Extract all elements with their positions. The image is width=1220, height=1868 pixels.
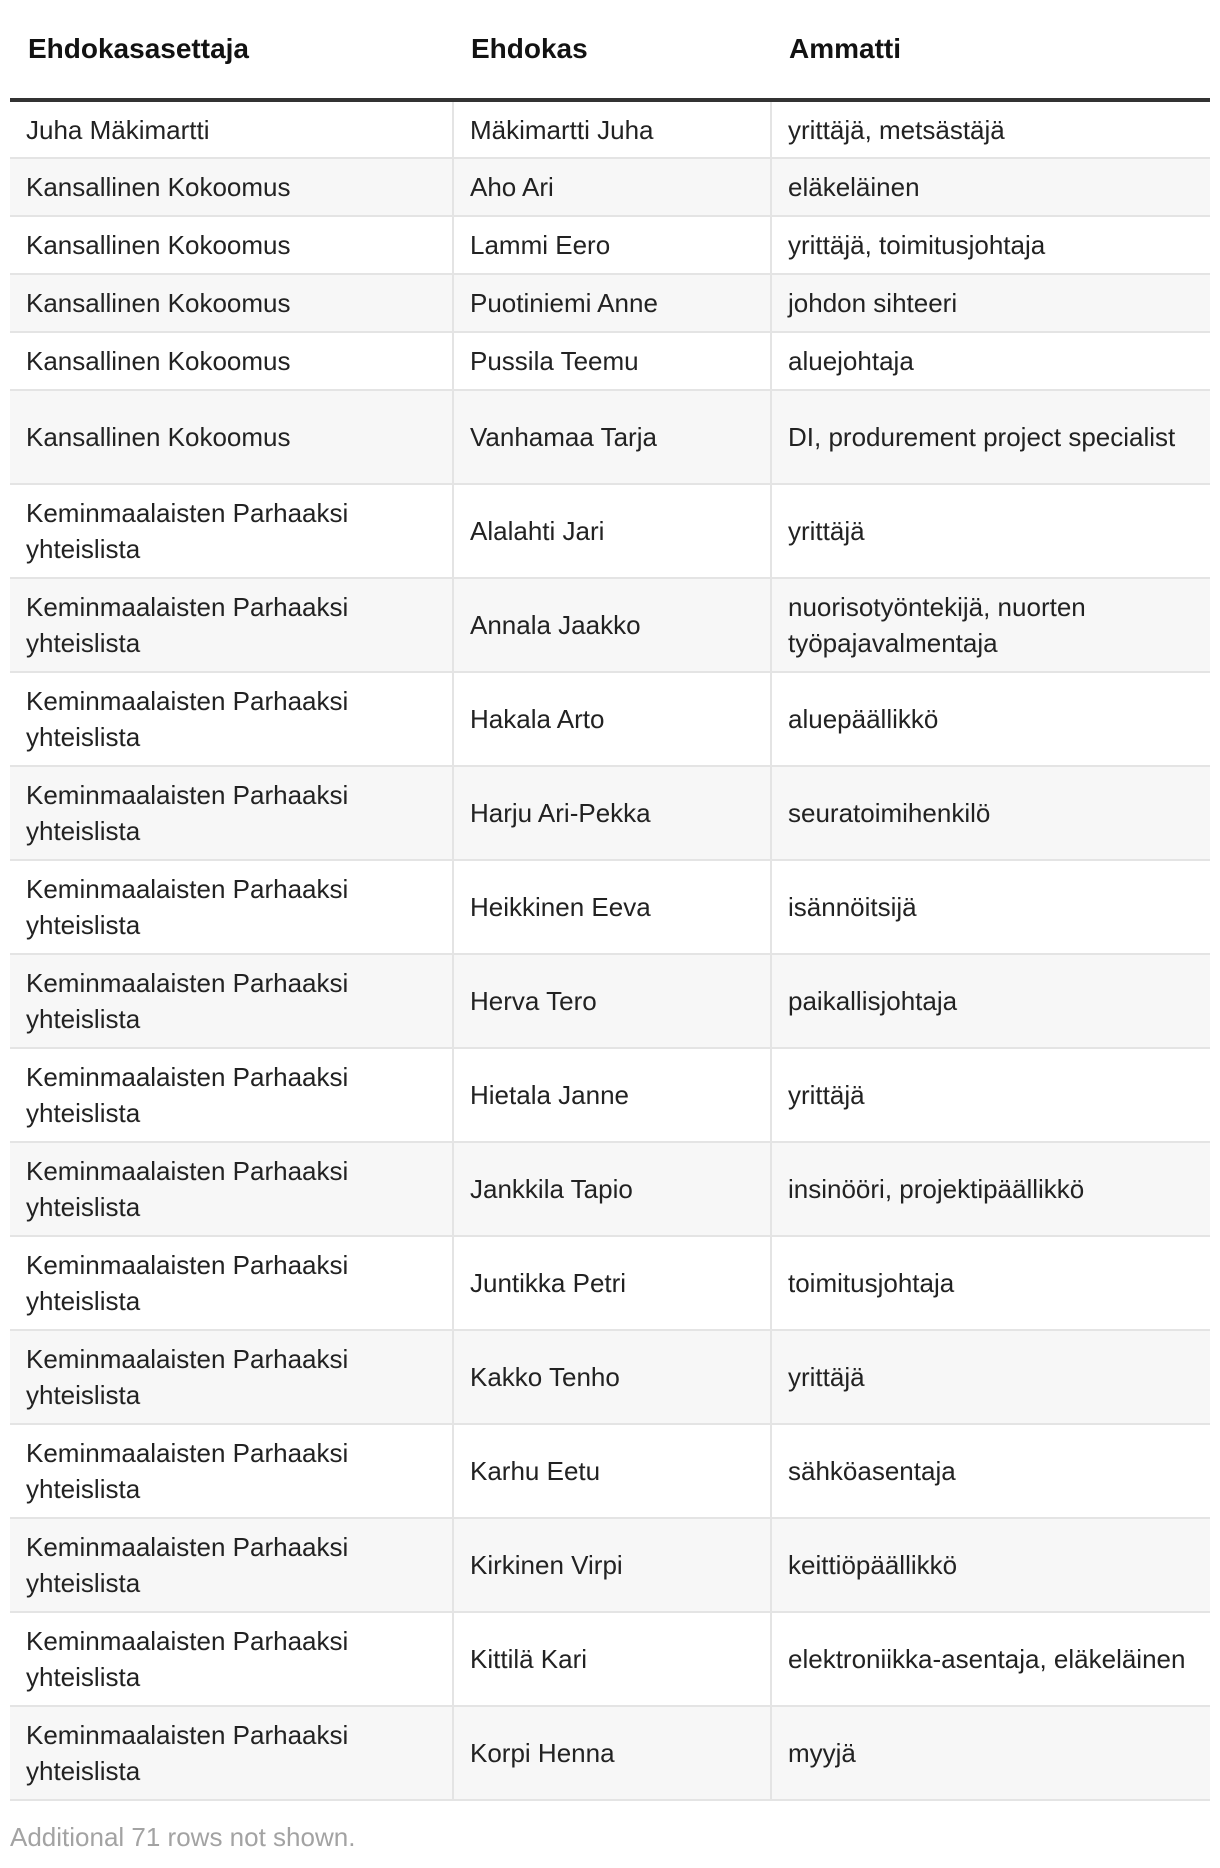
table-row <box>10 484 1210 578</box>
cell-ehdokasasettaja: Kansallinen Kokoomus <box>10 274 453 332</box>
cell-ehdokasasettaja: Kansallinen Kokoomus <box>10 216 453 274</box>
cell-ammatti: insinööri, projektipäällikkö <box>771 1142 1210 1236</box>
table-row <box>10 860 1210 954</box>
cell-ehdokas: Kirkinen Virpi <box>453 1518 771 1612</box>
cell-ehdokas: Puotiniemi Anne <box>453 274 771 332</box>
cell-ehdokasasettaja: Juha Mäkimartti <box>10 100 453 158</box>
column-header-ammatti[interactable]: Ammatti <box>771 0 1210 100</box>
cell-ammatti: DI, produrement project specialist <box>771 390 1210 484</box>
table-row <box>10 578 1210 672</box>
table-row <box>10 1706 1210 1800</box>
cell-ehdokas: Aho Ari <box>453 158 771 216</box>
cell-ehdokasasettaja: Keminmaalaisten Parhaaksi yhteislista <box>10 672 453 766</box>
cell-ehdokasasettaja: Keminmaalaisten Parhaaksi yhteislista <box>10 1142 453 1236</box>
cell-ammatti: nuorisotyöntekijä, nuorten työpajavalmentaja <box>771 578 1210 672</box>
cell-ehdokasasettaja: Kansallinen Kokoomus <box>10 332 453 390</box>
cell-ehdokasasettaja: Keminmaalaisten Parhaaksi yhteislista <box>10 954 453 1048</box>
table-row <box>10 1518 1210 1612</box>
table-row <box>10 158 1210 216</box>
cell-ehdokas: Mäkimartti Juha <box>453 100 771 158</box>
cell-ehdokas: Heikkinen Eeva <box>453 860 771 954</box>
cell-ammatti: yrittäjä <box>771 484 1210 578</box>
cell-ammatti: aluejohtaja <box>771 332 1210 390</box>
cell-ehdokas: Herva Tero <box>453 954 771 1048</box>
cell-ammatti: yrittäjä, toimitusjohtaja <box>771 216 1210 274</box>
table-row <box>10 672 1210 766</box>
table-row <box>10 390 1210 484</box>
cell-ammatti: eläkeläinen <box>771 158 1210 216</box>
cell-ammatti: toimitusjohtaja <box>771 1236 1210 1330</box>
table-row <box>10 1424 1210 1518</box>
cell-ammatti: aluepäällikkö <box>771 672 1210 766</box>
cell-ehdokas: Alalahti Jari <box>453 484 771 578</box>
cell-ehdokas: Vanhamaa Tarja <box>453 390 771 484</box>
cell-ehdokasasettaja: Keminmaalaisten Parhaaksi yhteislista <box>10 1236 453 1330</box>
cell-ammatti: paikallisjohtaja <box>771 954 1210 1048</box>
cell-ehdokas: Karhu Eetu <box>453 1424 771 1518</box>
column-header-ehdokas[interactable]: Ehdokas <box>453 0 771 100</box>
cell-ehdokas: Kittilä Kari <box>453 1612 771 1706</box>
rows-not-shown-note: Additional 71 rows not shown. <box>10 1822 356 1852</box>
cell-ehdokasasettaja: Keminmaalaisten Parhaaksi yhteislista <box>10 766 453 860</box>
table-row <box>10 332 1210 390</box>
cell-ammatti: yrittäjä <box>771 1330 1210 1424</box>
candidates-table-container <box>10 0 1210 1801</box>
table-row <box>10 1612 1210 1706</box>
cell-ehdokas: Korpi Henna <box>453 1706 771 1800</box>
cell-ammatti: johdon sihteeri <box>771 274 1210 332</box>
table-header <box>10 0 1210 100</box>
table-row <box>10 100 1210 158</box>
table-row <box>10 1236 1210 1330</box>
table-row <box>10 1330 1210 1424</box>
cell-ehdokasasettaja: Kansallinen Kokoomus <box>10 390 453 484</box>
cell-ammatti: myyjä <box>771 1706 1210 1800</box>
cell-ehdokas: Harju Ari-Pekka <box>453 766 771 860</box>
cell-ehdokasasettaja: Keminmaalaisten Parhaaksi yhteislista <box>10 1518 453 1612</box>
cell-ehdokas: Lammi Eero <box>453 216 771 274</box>
cell-ehdokas: Jankkila Tapio <box>453 1142 771 1236</box>
cell-ehdokasasettaja: Keminmaalaisten Parhaaksi yhteislista <box>10 578 453 672</box>
candidates-table <box>10 0 1210 1801</box>
table-row <box>10 274 1210 332</box>
column-header-ehdokasasettaja[interactable]: Ehdokasasettaja <box>10 0 453 100</box>
cell-ehdokas: Hietala Janne <box>453 1048 771 1142</box>
cell-ehdokas: Hakala Arto <box>453 672 771 766</box>
table-row <box>10 766 1210 860</box>
cell-ehdokas: Juntikka Petri <box>453 1236 771 1330</box>
cell-ehdokas: Annala Jaakko <box>453 578 771 672</box>
cell-ehdokasasettaja: Keminmaalaisten Parhaaksi yhteislista <box>10 1706 453 1800</box>
cell-ehdokasasettaja: Keminmaalaisten Parhaaksi yhteislista <box>10 1048 453 1142</box>
cell-ammatti: seuratoimihenkilö <box>771 766 1210 860</box>
cell-ehdokasasettaja: Keminmaalaisten Parhaaksi yhteislista <box>10 860 453 954</box>
cell-ammatti: yrittäjä, metsästäjä <box>771 100 1210 158</box>
cell-ehdokasasettaja: Keminmaalaisten Parhaaksi yhteislista <box>10 1612 453 1706</box>
table-body <box>10 100 1210 1800</box>
cell-ammatti: sähköasentaja <box>771 1424 1210 1518</box>
cell-ehdokas: Pussila Teemu <box>453 332 771 390</box>
table-row <box>10 216 1210 274</box>
cell-ammatti: yrittäjä <box>771 1048 1210 1142</box>
cell-ehdokasasettaja: Keminmaalaisten Parhaaksi yhteislista <box>10 1330 453 1424</box>
table-row <box>10 954 1210 1048</box>
cell-ehdokasasettaja: Keminmaalaisten Parhaaksi yhteislista <box>10 484 453 578</box>
cell-ammatti: isännöitsijä <box>771 860 1210 954</box>
table-row <box>10 1048 1210 1142</box>
table-row <box>10 1142 1210 1236</box>
cell-ehdokasasettaja: Keminmaalaisten Parhaaksi yhteislista <box>10 1424 453 1518</box>
cell-ehdokas: Kakko Tenho <box>453 1330 771 1424</box>
header-row <box>10 0 1210 100</box>
cell-ammatti: keittiöpäällikkö <box>771 1518 1210 1612</box>
cell-ehdokasasettaja: Kansallinen Kokoomus <box>10 158 453 216</box>
cell-ammatti: elektroniikka-asentaja, eläkeläinen <box>771 1612 1210 1706</box>
